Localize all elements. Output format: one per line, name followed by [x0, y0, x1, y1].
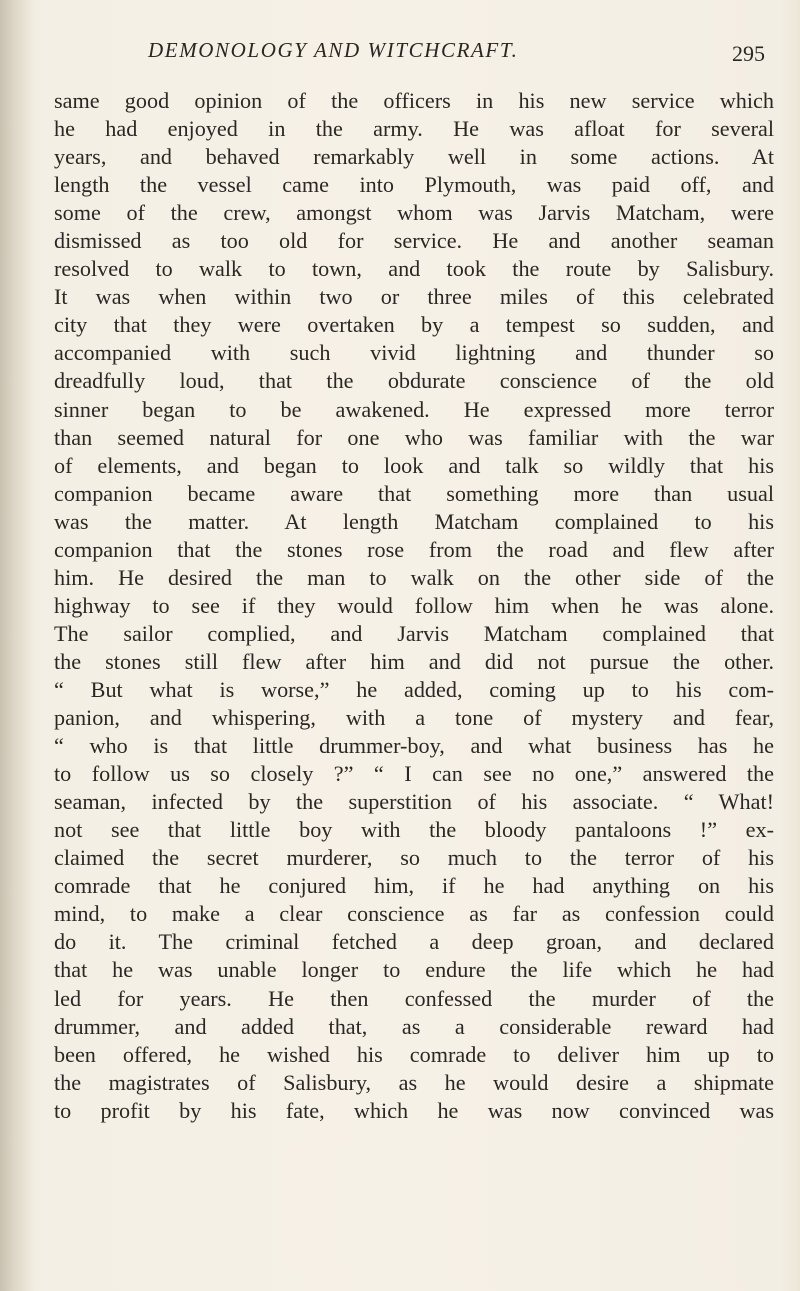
- page-number: 295: [732, 41, 765, 66]
- text-line: comrade that he conjured him, if he had anything on his: [54, 873, 774, 899]
- text-line: of elements, and began to look and talk so wildly that his: [54, 452, 774, 478]
- text-line: city that they were overtaken by a tempest so sudden, and: [54, 312, 774, 338]
- text-line: he had enjoyed in the army. He was afloat for several: [54, 116, 774, 142]
- text-line: accompanied with such vivid lightning and thunder so: [54, 340, 774, 366]
- text-line: companion that the stones rose from the road and flew after: [54, 536, 774, 562]
- text-line: the magistrates of Salisbury, as he would desire a shipmate: [54, 1069, 774, 1095]
- text-line: The sailor complied, and Jarvis Matcham complained that: [54, 620, 774, 646]
- text-line: him. He desired the man to walk on the other side of the: [54, 564, 774, 590]
- text-line: panion, and whispering, with a tone of mystery and fear,: [54, 705, 774, 731]
- text-line: same good opinion of the officers in his new service which: [54, 88, 774, 113]
- running-head: DEMONOLOGY AND WITCHCRAFT.: [148, 38, 519, 62]
- text-line: led for years. He then confessed the murder of the: [54, 985, 774, 1011]
- text-line: mind, to make a clear conscience as far as confession could: [54, 901, 774, 927]
- text-line: dismissed as too old for service. He and another seaman: [54, 228, 774, 254]
- page-binding-shadow: [0, 0, 34, 1291]
- text-line: resolved to walk to town, and took the route by Salisbury.: [54, 256, 774, 282]
- text-line: “ But what is worse,” he added, coming up to his com-: [54, 676, 774, 702]
- text-line: It was when within two or three miles of this celebrated: [54, 284, 774, 310]
- text-line: some of the crew, amongst whom was Jarvis Matcham, were: [54, 200, 774, 226]
- text-line: the stones still flew after him and did not pursue the other.: [54, 648, 774, 674]
- text-line: years, and behaved remarkably well in some actions. At: [54, 144, 774, 170]
- text-line: than seemed natural for one who was familiar with the war: [54, 424, 774, 450]
- text-line: not see that little boy with the bloody pantaloons !” ex-: [54, 817, 774, 843]
- text-line: highway to see if they would follow him when he was alone.: [54, 592, 774, 618]
- text-line: sinner began to be awakened. He expressed more terror: [54, 396, 774, 422]
- text-line: that he was unable longer to endure the life which he had: [54, 957, 774, 983]
- text-line: “ who is that little drummer-boy, and what business has he: [54, 733, 774, 759]
- text-line: to profit by his fate, which he was now convinced was: [54, 1097, 774, 1123]
- text-line: do it. The criminal fetched a deep groan, and declared: [54, 929, 774, 955]
- body-text: [54, 87, 774, 1125]
- text-line: claimed the secret murderer, so much to the terror of his: [54, 845, 774, 871]
- text-line: drummer, and added that, as a considerable reward had: [54, 1013, 774, 1039]
- text-line: was the matter. At length Matcham complained to his: [54, 508, 774, 534]
- text-line: length the vessel came into Plymouth, was paid off, and: [54, 172, 774, 198]
- text-line: companion became aware that something more than usual: [54, 480, 774, 506]
- text-line: seaman, infected by the superstition of his associate. “ What!: [54, 789, 774, 815]
- text-line: dreadfully loud, that the obdurate conscience of the old: [54, 368, 774, 394]
- text-line: to follow us so closely ?” “ I can see no one,” answered the: [54, 761, 774, 787]
- text-line: been offered, he wished his comrade to deliver him up to: [54, 1041, 774, 1067]
